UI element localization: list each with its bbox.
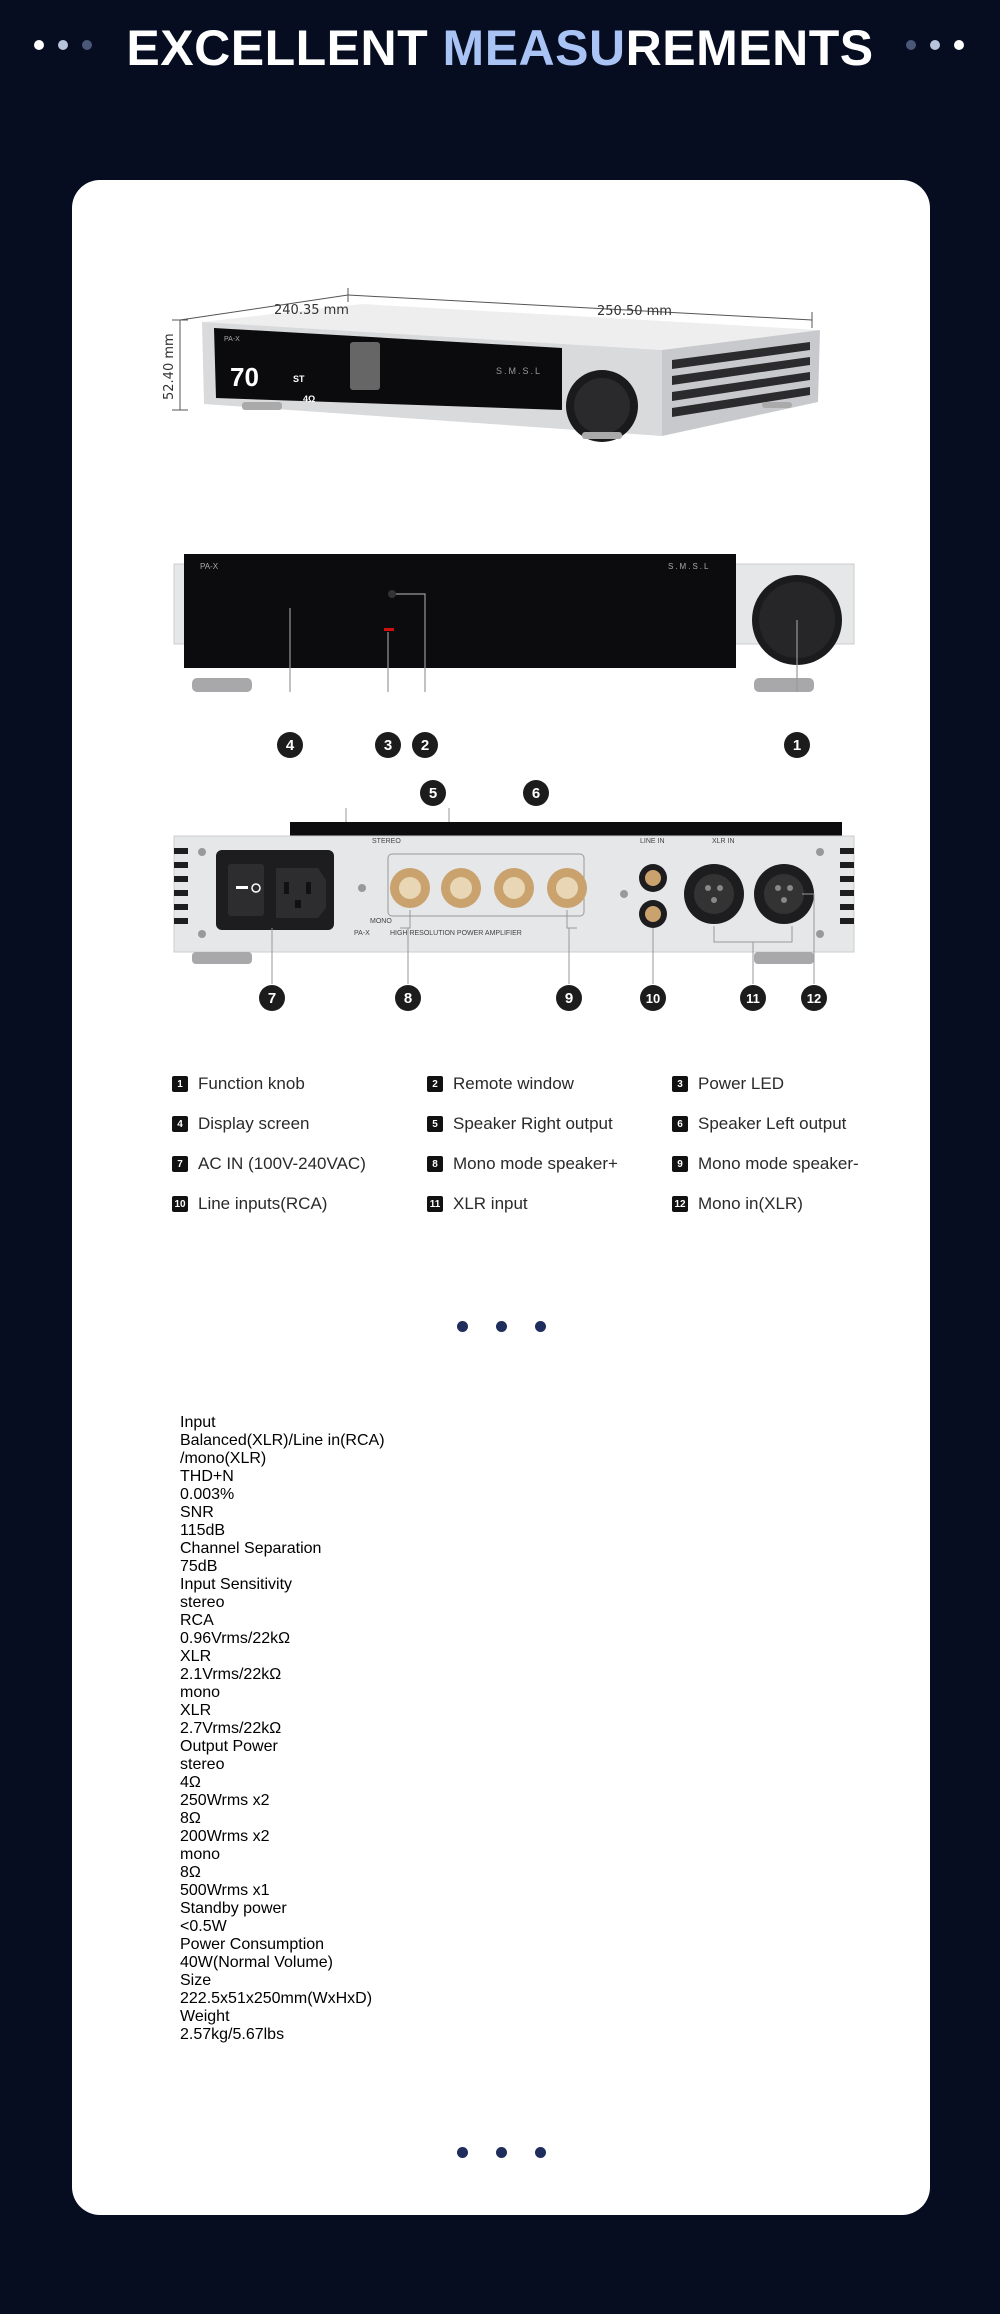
spec-value-thd: 0.003% bbox=[180, 1486, 235, 1503]
dot bbox=[535, 2147, 546, 2158]
legend-number: 6 bbox=[672, 1116, 688, 1132]
spec-sub-mono-8ohm: 8Ω bbox=[180, 1864, 201, 1881]
legend-label: Display screen bbox=[198, 1114, 310, 1133]
spec-value-separation: 75dB bbox=[180, 1558, 218, 1575]
legend-number: 2 bbox=[427, 1076, 443, 1092]
legend-number: 11 bbox=[427, 1196, 443, 1212]
legend-number: 7 bbox=[172, 1156, 188, 1172]
legend-number: 9 bbox=[672, 1156, 688, 1172]
legend-label: Remote window bbox=[453, 1074, 574, 1093]
spec-value-snr: 115dB bbox=[180, 1522, 226, 1539]
spec-value-rca: 0.96Vrms/22kΩ bbox=[180, 1630, 291, 1647]
legend-item bbox=[427, 1074, 574, 1094]
screen-mode: ST bbox=[293, 374, 305, 384]
depth-dimension: 240.35 mm bbox=[274, 303, 349, 318]
spec-label-snr: SNR bbox=[180, 1504, 214, 1521]
callout-1: 1 bbox=[784, 732, 810, 758]
spec-label-size: Size bbox=[180, 1972, 212, 1989]
rear-stereo-label: STEREO bbox=[372, 838, 401, 845]
legend-label: Power LED bbox=[698, 1074, 784, 1093]
callout-3: 3 bbox=[375, 732, 401, 758]
callout-9: 9 bbox=[556, 985, 582, 1011]
legend-item bbox=[172, 1154, 366, 1174]
legend-item bbox=[172, 1074, 305, 1094]
rear-model-label: PA-X bbox=[354, 930, 370, 937]
legend-number: 1 bbox=[172, 1076, 188, 1092]
callout-6: 6 bbox=[523, 780, 549, 806]
rear-xlr-in-label: XLR IN bbox=[712, 838, 735, 845]
dot bbox=[457, 1321, 468, 1332]
legend-item bbox=[172, 1114, 310, 1134]
spec-sub-8ohm: 8Ω bbox=[180, 1810, 201, 1827]
brand-logo-front: S.M.S.L bbox=[668, 562, 711, 571]
legend-item bbox=[672, 1194, 803, 1214]
title-text-end: REMENTS bbox=[625, 20, 874, 76]
callout-2: 2 bbox=[412, 732, 438, 758]
legend-number: 3 bbox=[672, 1076, 688, 1092]
spec-label-input: Input bbox=[180, 1414, 216, 1431]
legend-number: 12 bbox=[672, 1196, 688, 1212]
spec-value-4ohm: 250Wrms x2 bbox=[180, 1792, 270, 1809]
legend-label: XLR input bbox=[453, 1194, 528, 1213]
legend-label: Function knob bbox=[198, 1074, 305, 1093]
dot bbox=[535, 1321, 546, 1332]
legend-label: Line inputs(RCA) bbox=[198, 1194, 328, 1213]
spec-value-mono-8ohm: 500Wrms x1 bbox=[180, 1882, 270, 1899]
width-dimension: 250.50 mm bbox=[597, 304, 672, 319]
spec-value-input-1: Balanced(XLR)/Line in(RCA) bbox=[180, 1432, 385, 1449]
legend-item bbox=[427, 1114, 613, 1134]
legend-item bbox=[672, 1074, 784, 1094]
spec-value-input-2: /mono(XLR) bbox=[180, 1450, 267, 1467]
spec-sub-out-stereo: stereo bbox=[180, 1756, 225, 1773]
height-dimension: 52.40 mm bbox=[162, 333, 177, 400]
spec-value-size: 222.5x51x250mm(WxHxD) bbox=[180, 1990, 373, 2007]
legend-number: 5 bbox=[427, 1116, 443, 1132]
rear-mono-label: MONO bbox=[370, 918, 392, 925]
spec-sub-4ohm: 4Ω bbox=[180, 1774, 201, 1791]
dot bbox=[496, 2147, 507, 2158]
legend-label: Speaker Right output bbox=[453, 1114, 613, 1133]
section-separator-dots-bottom bbox=[72, 2147, 930, 2158]
front-panel-illustration bbox=[172, 552, 862, 692]
spec-label-sensitivity: Input Sensitivity bbox=[180, 1576, 293, 1593]
spec-sub-xlr: XLR bbox=[180, 1648, 212, 1665]
title-accent-text: MEASU bbox=[442, 20, 626, 76]
header-dots-right bbox=[906, 40, 964, 50]
callout-10: 10 bbox=[640, 985, 666, 1011]
spec-value-standby: <0.5W bbox=[180, 1918, 227, 1935]
spec-label-separation: Channel Separation bbox=[180, 1540, 322, 1557]
spec-value-weight: 2.57kg/5.67lbs bbox=[180, 2026, 285, 2043]
spec-value-mono-xlr: 2.7Vrms/22kΩ bbox=[180, 1720, 282, 1737]
spec-sub-rca: RCA bbox=[180, 1612, 214, 1629]
spec-value-consumption: 40W(Normal Volume) bbox=[180, 1954, 333, 1971]
device-perspective-illustration bbox=[162, 280, 832, 480]
screen-ohm: 4Ω bbox=[303, 394, 316, 404]
legend-item bbox=[672, 1154, 859, 1174]
legend-item bbox=[172, 1194, 327, 1214]
spec-value-8ohm: 200Wrms x2 bbox=[180, 1828, 270, 1845]
rear-subtitle: HIGH RESOLUTION POWER AMPLIFIER bbox=[390, 930, 522, 937]
dot bbox=[954, 40, 964, 50]
model-logo-front: PA-X bbox=[200, 562, 219, 571]
section-separator-dots bbox=[72, 1321, 930, 1332]
spec-sub-mono-xlr: XLR bbox=[180, 1702, 212, 1719]
spec-sub-out-mono: mono bbox=[180, 1846, 221, 1863]
legend-number: 10 bbox=[172, 1196, 188, 1212]
legend-item bbox=[427, 1194, 528, 1214]
brand-logo-top: S.M.S.L bbox=[496, 366, 543, 376]
callout-5: 5 bbox=[420, 780, 446, 806]
callout-4: 4 bbox=[277, 732, 303, 758]
dot bbox=[930, 40, 940, 50]
callout-7: 7 bbox=[259, 985, 285, 1011]
callout-8: 8 bbox=[395, 985, 421, 1011]
spec-label-standby: Standby power bbox=[180, 1900, 287, 1917]
title-text: EXCELLENT bbox=[126, 20, 443, 76]
model-logo-top: PA-X bbox=[224, 336, 240, 343]
spec-label-thd: THD+N bbox=[180, 1468, 234, 1485]
spec-sub-mono: mono bbox=[180, 1684, 221, 1701]
callout-11: 11 bbox=[740, 985, 766, 1011]
legend-item bbox=[672, 1114, 846, 1134]
dot bbox=[906, 40, 916, 50]
dot bbox=[457, 2147, 468, 2158]
legend-label: Mono in(XLR) bbox=[698, 1194, 803, 1213]
spec-label-output-power: Output Power bbox=[180, 1738, 278, 1755]
legend-label: Mono mode speaker- bbox=[698, 1154, 859, 1173]
legend-label: Mono mode speaker+ bbox=[453, 1154, 618, 1173]
spec-value-xlr: 2.1Vrms/22kΩ bbox=[180, 1666, 282, 1683]
legend-number: 4 bbox=[172, 1116, 188, 1132]
spec-table bbox=[180, 1414, 840, 2314]
page-title bbox=[0, 14, 1000, 82]
rear-panel-illustration bbox=[172, 808, 862, 998]
legend-label: Speaker Left output bbox=[698, 1114, 847, 1133]
rear-line-in-label: LINE IN bbox=[640, 838, 665, 845]
legend-label: AC IN (100V-240VAC) bbox=[198, 1154, 366, 1173]
callout-12: 12 bbox=[801, 985, 827, 1011]
legend-number: 8 bbox=[427, 1156, 443, 1172]
spec-sub-stereo: stereo bbox=[180, 1594, 225, 1611]
dot bbox=[496, 1321, 507, 1332]
legend-item bbox=[427, 1154, 618, 1174]
screen-volume: 70 bbox=[230, 362, 259, 392]
product-card bbox=[72, 180, 930, 2215]
spec-label-consumption: Power Consumption bbox=[180, 1936, 325, 1953]
spec-label-weight: Weight bbox=[180, 2008, 230, 2025]
